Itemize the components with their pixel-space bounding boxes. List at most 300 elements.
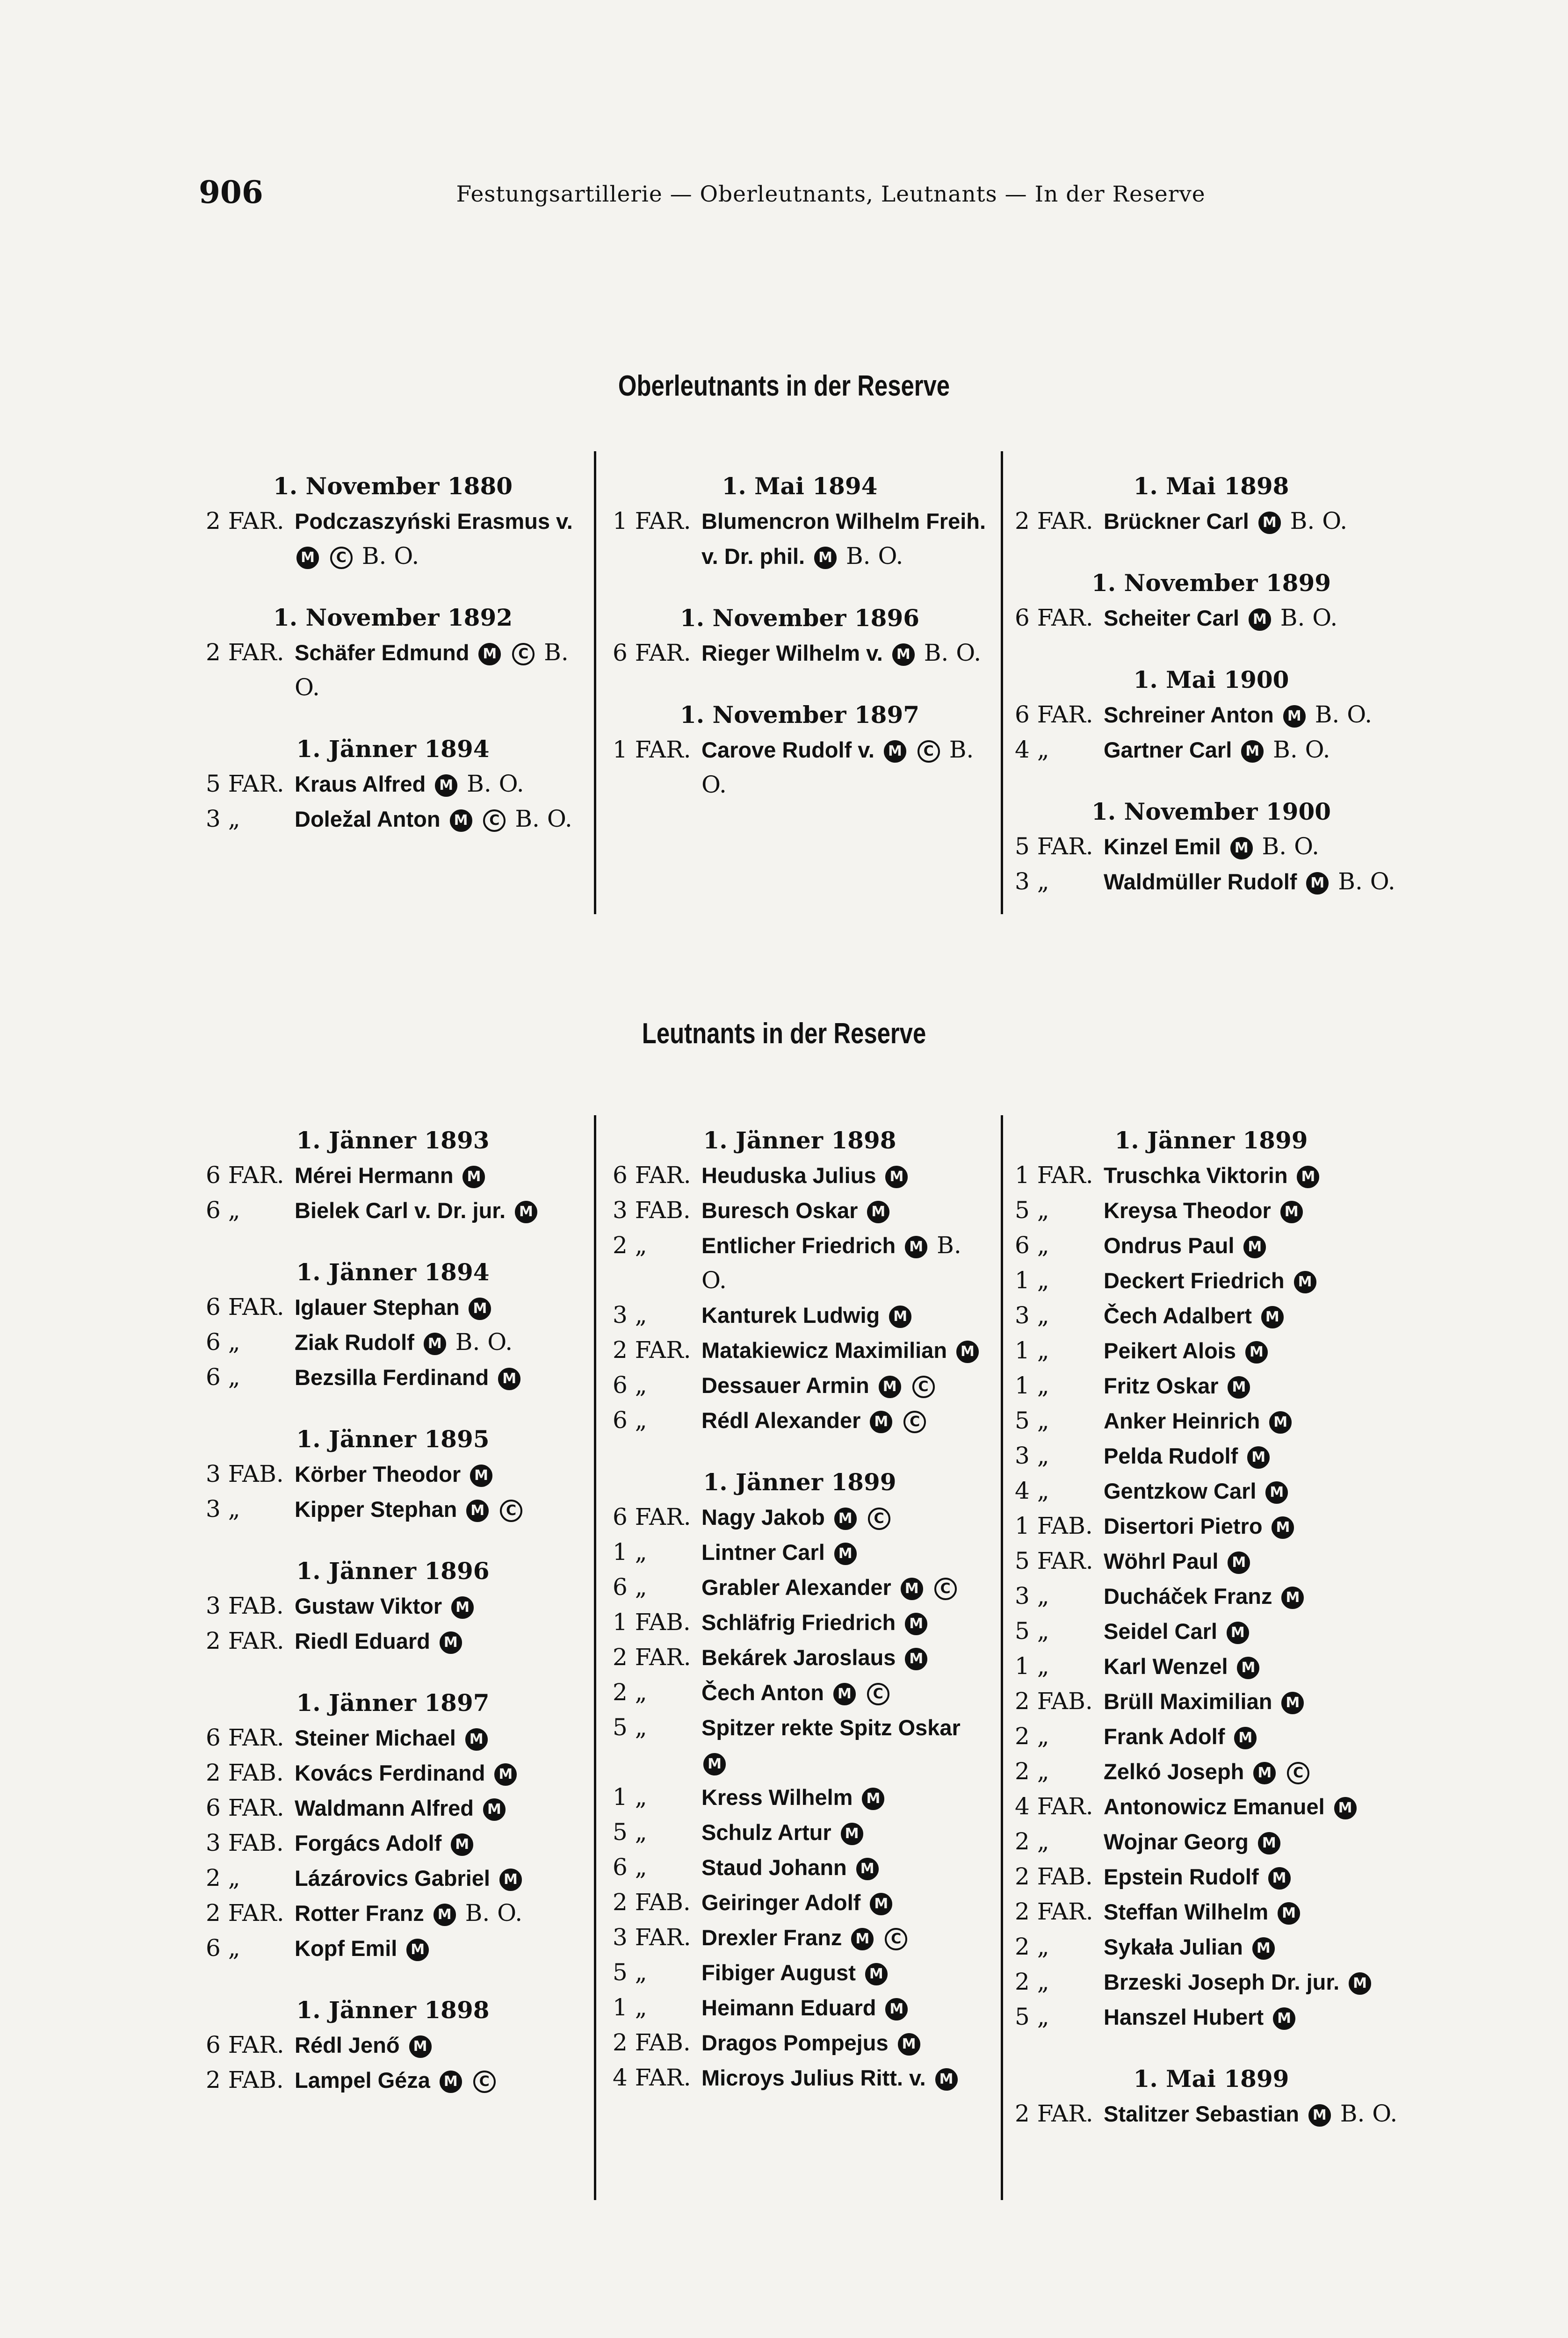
medal-c-icon: C	[512, 643, 535, 665]
unit-label: 1 „	[613, 1994, 647, 2021]
unit-label: 1 „	[613, 1783, 647, 1811]
unit-label: 6 „	[613, 1854, 647, 1881]
list-item	[613, 1780, 987, 1815]
unit-label: 1 FAB.	[613, 1609, 691, 1636]
date-heading: 1. Jänner 1899	[1114, 1126, 1308, 1154]
medal-m-icon: M	[1281, 1587, 1304, 1609]
medal-c-icon: C	[868, 1508, 890, 1530]
column	[206, 469, 580, 837]
date-heading: 1. November 1897	[679, 701, 920, 729]
entry-name	[295, 1290, 580, 1325]
list-item	[1015, 732, 1408, 767]
list-item	[206, 1755, 580, 1790]
entry-name	[701, 1990, 987, 2025]
list-item	[1015, 1824, 1408, 1859]
column	[613, 469, 987, 802]
medal-m-icon: M	[515, 1201, 537, 1223]
entry-name	[1104, 1508, 1408, 1544]
list-item	[206, 1790, 580, 1826]
entry-name	[701, 1850, 987, 1885]
officer-name: Brzeski Joseph Dr. jur.	[1104, 1970, 1340, 1994]
unit-label: 2 „	[613, 1679, 647, 1706]
officer-name: Antonowicz Emanuel	[1104, 1794, 1325, 1819]
entry-name	[701, 635, 987, 671]
entry-name	[295, 1457, 580, 1492]
date-heading: 1. November 1896	[679, 604, 920, 632]
officer-name: Blumencron Wilhelm Freih. v. Dr. phil.	[701, 509, 986, 569]
officer-name: Frank Adolf	[1104, 1724, 1225, 1749]
unit-label: 2 „	[1015, 1758, 1049, 1785]
medal-m-icon: M	[1349, 1972, 1371, 1995]
list-item	[206, 2063, 580, 2098]
unit-label: 4 „	[1015, 736, 1049, 763]
medal-m-icon: M	[1268, 1867, 1291, 1890]
unit-label: 1 „	[1015, 1652, 1049, 1680]
medal-m-icon: M	[1253, 1762, 1276, 1784]
date-heading: 1. Jänner 1896	[296, 1557, 490, 1585]
medal-m-icon: M	[898, 2033, 920, 2056]
officer-name: Schäfer Edmund	[295, 640, 470, 665]
entry-name	[295, 2028, 580, 2063]
officer-name: Fibiger August	[701, 1960, 856, 1985]
officer-name: Heimann Eduard	[701, 1995, 876, 2020]
officer-name: Drexler Franz	[701, 1925, 842, 1950]
bo-note: B. O.	[455, 1328, 513, 1356]
column-divider	[594, 1115, 596, 2200]
unit-label: 6 FAR.	[613, 639, 691, 666]
entry-name	[1104, 1999, 1408, 2035]
unit-label: 1 „	[1015, 1267, 1049, 1294]
unit-label: 2 „	[1015, 1933, 1049, 1960]
officer-name: Wöhrl Paul	[1104, 1549, 1219, 1573]
entry-name	[1104, 1298, 1408, 1333]
list-item	[1015, 1544, 1408, 1579]
medal-c-icon: C	[918, 740, 940, 763]
date-heading: 1. Jänner 1899	[703, 1468, 896, 1496]
list-item	[613, 1403, 987, 1438]
medal-m-icon: M	[905, 1648, 927, 1670]
officer-name: Gustaw Viktor	[295, 1594, 442, 1618]
officer-name: Anker Heinrich	[1104, 1408, 1260, 1433]
medal-m-icon: M	[1280, 1201, 1303, 1223]
officer-name: Kanturek Ludwig	[701, 1303, 880, 1328]
officer-name: Lintner Carl	[701, 1540, 825, 1565]
unit-label: 5 „	[613, 1818, 647, 1846]
entry-name	[701, 1403, 987, 1438]
medal-m-icon: M	[1252, 1937, 1275, 1960]
medal-m-icon: M	[424, 1333, 446, 1355]
list-item	[613, 1333, 987, 1368]
officer-name: Dragos Pompejus	[701, 2030, 889, 2055]
list-item	[1015, 600, 1408, 635]
entry-name	[1104, 504, 1408, 539]
unit-label: 3 „	[1015, 1582, 1049, 1609]
unit-label: 5 „	[1015, 1617, 1049, 1645]
officer-name: Grabler Alexander	[701, 1575, 891, 1600]
medal-m-icon: M	[884, 740, 906, 763]
unit-label: 1 FAR.	[613, 507, 691, 534]
medal-m-icon: M	[498, 1368, 520, 1390]
medal-m-icon: M	[469, 1298, 491, 1320]
list-item	[613, 1815, 987, 1850]
column	[1015, 1123, 1408, 2131]
medal-m-icon: M	[1265, 1481, 1288, 1504]
unit-label: 6 „	[613, 1371, 647, 1399]
list-item	[206, 1360, 580, 1395]
medal-m-icon: M	[435, 774, 457, 797]
list-item	[613, 1535, 987, 1570]
list-item	[1015, 504, 1408, 539]
list-item	[1015, 1508, 1408, 1544]
officer-name: Čech Adalbert	[1104, 1303, 1252, 1328]
entry-name	[701, 1158, 987, 1193]
date-heading: 1. Jänner 1895	[296, 1425, 490, 1453]
list-item	[206, 1624, 580, 1659]
list-item	[1015, 1403, 1408, 1438]
officer-name: Deckert Friedrich	[1104, 1268, 1285, 1293]
unit-label: 2 FAB.	[206, 1759, 284, 1786]
list-item	[613, 1885, 987, 1920]
column-divider	[1001, 1115, 1003, 2200]
list-item	[613, 1920, 987, 1955]
unit-label: 5 „	[1015, 1197, 1049, 1224]
officer-name: Rédl Jenő	[295, 2033, 400, 2057]
bo-note: B. O.	[1280, 604, 1338, 631]
unit-label: 6 FAR.	[206, 2031, 284, 2058]
unit-label: 2 „	[1015, 1828, 1049, 1855]
medal-m-icon: M	[703, 1753, 726, 1775]
unit-label: 6 „	[613, 1573, 647, 1601]
unit-label: 2 „	[206, 1864, 240, 1891]
date-heading: 1. Jänner 1893	[296, 1126, 490, 1154]
unit-label: 2 FAB.	[613, 2029, 691, 2056]
entry-name	[701, 1605, 987, 1640]
unit-label: 2 FAR.	[1015, 1898, 1093, 1925]
unit-label: 4 FAR.	[1015, 1793, 1093, 1820]
medal-m-icon: M	[1308, 2104, 1331, 2127]
medal-m-icon: M	[862, 1788, 884, 1810]
list-item	[206, 1290, 580, 1325]
unit-label: 6 FAR.	[1015, 604, 1093, 631]
medal-m-icon: M	[1245, 1341, 1268, 1364]
unit-label: 2 FAR.	[206, 1899, 284, 1927]
medal-m-icon: M	[483, 1798, 506, 1821]
officer-name: Sykała Julian	[1104, 1934, 1243, 1959]
list-item	[206, 1457, 580, 1492]
medal-m-icon: M	[296, 547, 319, 569]
entry-name	[295, 766, 580, 801]
officer-name: Čech Anton	[701, 1680, 824, 1705]
unit-label: 5 FAR.	[1015, 1547, 1093, 1574]
medal-m-icon: M	[465, 1728, 488, 1751]
entry-name	[1104, 1929, 1408, 1964]
medal-m-icon: M	[814, 547, 837, 569]
medal-m-icon: M	[1228, 1376, 1250, 1399]
medal-m-icon: M	[905, 1613, 927, 1635]
date-heading: 1. Jänner 1897	[296, 1689, 490, 1717]
list-item	[1015, 1193, 1408, 1228]
entry-name	[1104, 1719, 1408, 1754]
bo-note: B. O.	[515, 805, 572, 832]
officer-name: Rieger Wilhelm v.	[701, 641, 883, 665]
unit-label: 3 FAB.	[613, 1197, 691, 1224]
unit-label: 2 FAR.	[1015, 507, 1093, 534]
list-item	[613, 1710, 987, 1780]
medal-m-icon: M	[1272, 1516, 1294, 1539]
entry-name	[1104, 697, 1408, 732]
date-heading: 1. Jänner 1894	[296, 735, 490, 763]
officer-name: Karl Wenzel	[1104, 1654, 1228, 1679]
medal-m-icon: M	[1297, 1166, 1319, 1188]
medal-m-icon: M	[440, 2071, 462, 2093]
list-item	[613, 1228, 987, 1298]
list-item	[1015, 1368, 1408, 1403]
officer-name: Waldmüller Rudolf	[1104, 869, 1297, 894]
list-item	[1015, 1719, 1408, 1754]
bo-note: B. O.	[1262, 833, 1320, 860]
officer-name: Hanszel Hubert	[1104, 2005, 1264, 2029]
list-item	[613, 1298, 987, 1333]
unit-label: 3 FAB.	[206, 1460, 284, 1487]
list-item	[1015, 1929, 1408, 1964]
column-divider	[594, 451, 596, 914]
medal-m-icon: M	[1249, 608, 1271, 631]
officer-name: Scheiter Carl	[1104, 606, 1239, 630]
entry-name	[701, 1228, 987, 1298]
entry-name	[295, 1861, 580, 1896]
medal-m-icon: M	[451, 1596, 474, 1619]
officer-name: Kopf Emil	[295, 1936, 397, 1961]
list-item	[1015, 697, 1408, 732]
unit-label: 6 „	[206, 1328, 240, 1356]
unit-label: 3 FAB.	[206, 1592, 284, 1619]
list-item	[613, 635, 987, 671]
medal-m-icon: M	[462, 1166, 485, 1188]
entry-name	[701, 1640, 987, 1675]
list-item	[1015, 829, 1408, 864]
list-item	[613, 1368, 987, 1403]
medal-m-icon: M	[879, 1376, 901, 1398]
column	[206, 1123, 580, 2098]
list-item	[613, 1500, 987, 1535]
entry-name	[295, 1896, 580, 1931]
medal-c-icon: C	[934, 1578, 957, 1600]
entry-name	[701, 504, 987, 574]
medal-m-icon: M	[434, 1904, 456, 1926]
list-item	[1015, 1298, 1408, 1333]
entry-name	[701, 1368, 987, 1403]
unit-label: 6 FAR.	[206, 1162, 284, 1189]
entry-name	[701, 1815, 987, 1850]
medal-m-icon: M	[885, 1998, 908, 2020]
list-item	[206, 635, 580, 705]
unit-label: 1 FAR.	[1015, 1162, 1093, 1189]
entry-name	[295, 1193, 580, 1228]
medal-m-icon: M	[885, 1166, 908, 1188]
entry-name	[1104, 1579, 1408, 1614]
entry-name	[701, 1675, 987, 1710]
medal-m-icon: M	[1228, 1551, 1250, 1574]
unit-label: 3 „	[1015, 1302, 1049, 1329]
entry-name	[1104, 1473, 1408, 1508]
list-item	[206, 504, 580, 573]
entry-name	[1104, 1649, 1408, 1684]
officer-name: Kinzel Emil	[1104, 834, 1221, 859]
officer-name: Stalitzer Sebastian	[1104, 2101, 1299, 2126]
officer-name: Steiner Michael	[295, 1725, 456, 1750]
officer-name: Spitzer rekte Spitz Oskar	[701, 1715, 961, 1740]
unit-label: 2 FAR.	[1015, 2100, 1093, 2127]
list-item	[206, 2028, 580, 2063]
medal-m-icon: M	[935, 2068, 958, 2091]
bo-note: B. O.	[361, 542, 419, 570]
medal-m-icon: M	[1269, 1411, 1292, 1434]
entry-name	[1104, 600, 1408, 635]
medal-m-icon: M	[1247, 1446, 1270, 1469]
officer-name: Microys Julius Ritt. v.	[701, 2065, 926, 2090]
list-item	[1015, 1579, 1408, 1614]
entry-name	[1104, 1158, 1408, 1193]
entry-name	[1104, 1859, 1408, 1894]
list-item	[206, 1588, 580, 1624]
bo-note: B. O.	[1315, 701, 1373, 728]
list-item	[206, 1896, 580, 1931]
entry-name	[701, 2060, 987, 2095]
list-item	[613, 1990, 987, 2025]
unit-label: 4 FAR.	[613, 2064, 691, 2091]
list-item	[206, 1720, 580, 1755]
officer-name: Schläfrig Friedrich	[701, 1610, 896, 1635]
medal-m-icon: M	[834, 1543, 857, 1565]
medal-m-icon: M	[1258, 1832, 1280, 1855]
medal-m-icon: M	[870, 1893, 892, 1915]
officer-name: Brüll Maximilian	[1104, 1689, 1272, 1714]
unit-label: 6 „	[1015, 1232, 1049, 1259]
medal-m-icon: M	[450, 809, 472, 832]
unit-label: 1 „	[1015, 1372, 1049, 1399]
list-item	[206, 801, 580, 837]
bo-note: B. O.	[1338, 868, 1395, 895]
date-heading: 1. November 1892	[273, 604, 513, 631]
entry-name	[701, 1955, 987, 1990]
date-heading: 1. Mai 1899	[1133, 2065, 1289, 2093]
unit-label: 3 FAB.	[206, 1829, 284, 1856]
entry-name	[295, 1492, 580, 1527]
unit-label: 6 „	[206, 1364, 240, 1391]
entry-name	[295, 1826, 580, 1861]
medal-m-icon: M	[889, 1306, 911, 1328]
officer-name: Schreiner Anton	[1104, 702, 1274, 727]
entry-name	[1104, 1403, 1408, 1438]
medal-m-icon: M	[1230, 837, 1253, 859]
entry-name	[1104, 829, 1408, 864]
entry-name	[701, 1710, 987, 1780]
officer-name: Entlicher Friedrich	[701, 1233, 896, 1258]
medal-m-icon: M	[833, 1683, 856, 1705]
unit-label: 6 FAR.	[206, 1293, 284, 1321]
section-title-leutnants: Leutnants in der Reserve	[642, 1017, 926, 1050]
medal-m-icon: M	[905, 1236, 927, 1258]
medal-m-icon: M	[1234, 1727, 1257, 1749]
medal-m-icon: M	[466, 1500, 489, 1522]
entry-name	[295, 1624, 580, 1659]
date-heading: 1. Jänner 1898	[296, 1996, 490, 2024]
list-item	[1015, 1754, 1408, 1789]
list-item	[1015, 1684, 1408, 1719]
unit-label: 6 FAR.	[613, 1162, 691, 1189]
medal-m-icon: M	[867, 1201, 889, 1223]
unit-label: 2 „	[1015, 1723, 1049, 1750]
date-heading: 1. Jänner 1894	[296, 1258, 490, 1286]
date-heading: 1. Mai 1894	[722, 472, 878, 500]
entry-name	[701, 1885, 987, 1920]
list-item	[1015, 1859, 1408, 1894]
medal-m-icon: M	[856, 1858, 879, 1880]
list-item	[1015, 1894, 1408, 1929]
officer-name: Zelkó Joseph	[1104, 1759, 1244, 1784]
list-item	[613, 2060, 987, 2095]
list-item	[206, 1931, 580, 1966]
entry-name	[295, 1931, 580, 1966]
entry-name	[1104, 864, 1408, 899]
unit-label: 4 „	[1015, 1477, 1049, 1504]
officer-name: Carove Rudolf v.	[701, 737, 874, 762]
officer-name: Kreysa Theodor	[1104, 1198, 1271, 1223]
medal-m-icon: M	[1237, 1657, 1259, 1679]
list-item	[1015, 1263, 1408, 1298]
medal-c-icon: C	[473, 2071, 496, 2093]
medal-m-icon: M	[409, 2035, 432, 2058]
unit-label: 3 „	[206, 1495, 240, 1523]
unit-label: 6 FAR.	[206, 1794, 284, 1821]
entry-name	[1104, 1754, 1408, 1789]
unit-label: 1 „	[613, 1538, 647, 1566]
officer-name: Rédl Alexander	[701, 1408, 861, 1433]
entry-name	[295, 504, 580, 573]
list-item	[1015, 1473, 1408, 1508]
medal-m-icon: M	[1294, 1271, 1316, 1293]
medal-m-icon: M	[834, 1508, 857, 1530]
list-item	[1015, 1999, 1408, 2035]
unit-label: 2 FAR.	[206, 1627, 284, 1654]
unit-label: 3 „	[206, 805, 240, 832]
medal-m-icon: M	[478, 643, 501, 665]
unit-label: 2 FAB.	[1015, 1688, 1093, 1715]
officer-name: Lázárovics Gabriel	[295, 1866, 490, 1891]
officer-name: Körber Theodor	[295, 1462, 461, 1487]
unit-label: 6 FAR.	[613, 1503, 691, 1530]
medal-m-icon: M	[1283, 705, 1306, 728]
unit-label: 5 FAR.	[1015, 833, 1093, 860]
date-heading: 1. Mai 1898	[1133, 472, 1289, 500]
unit-label: 3 FAR.	[613, 1924, 691, 1951]
unit-label: 2 FAR.	[206, 639, 284, 666]
date-heading: 1. November 1900	[1091, 798, 1331, 825]
unit-label: 2 FAB.	[1015, 1863, 1093, 1890]
officer-name: Dessauer Armin	[701, 1373, 869, 1398]
officer-name: Ondrus Paul	[1104, 1233, 1235, 1258]
medal-m-icon: M	[870, 1411, 892, 1433]
column	[613, 1123, 987, 2095]
entry-name	[295, 1360, 580, 1395]
date-heading: 1. Jänner 1898	[703, 1126, 896, 1154]
bo-note: B. O.	[701, 736, 974, 798]
list-item	[1015, 1614, 1408, 1649]
unit-label: 6 „	[206, 1197, 240, 1224]
officer-name: Seidel Carl	[1104, 1619, 1217, 1644]
unit-label: 2 „	[1015, 1968, 1049, 1995]
list-item	[1015, 1228, 1408, 1263]
